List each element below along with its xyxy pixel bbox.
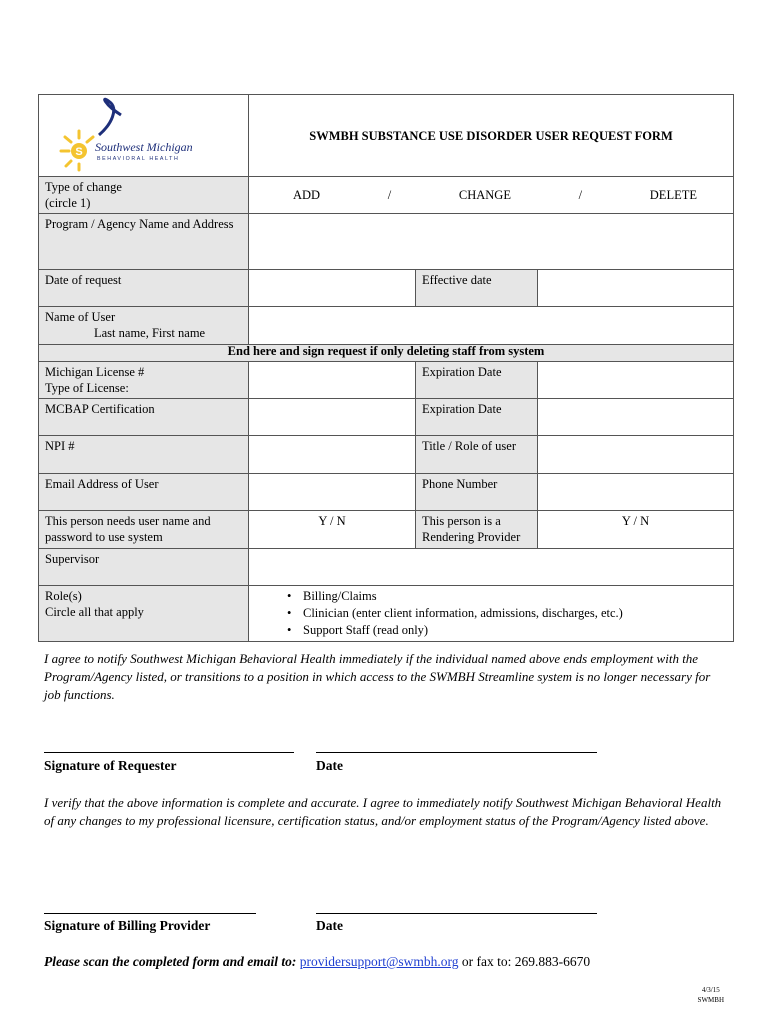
npi-label: NPI # [39,436,249,474]
role-support-staff[interactable]: • Support Staff (read only) [287,622,727,639]
billing-date-label: Date [316,918,343,933]
option-change[interactable]: CHANGE [458,188,511,202]
footer-instruction: Please scan the completed form and email to: [44,954,297,969]
logo-subtitle: BEHAVIORAL HEALTH [97,156,180,162]
title-role-label: Title / Role of user [416,436,538,474]
expiration-date-field[interactable] [538,362,734,399]
email-field[interactable] [249,474,416,511]
billing-signature-line[interactable] [44,913,256,914]
license-type-label: Type of License: [45,381,129,395]
name-of-user-field[interactable] [249,307,734,345]
mcbap-expiration-field[interactable] [538,399,734,436]
role-billing-claims[interactable]: • Billing/Claims [287,588,727,605]
billing-date-line[interactable] [316,913,597,914]
supervisor-label: Supervisor [39,549,249,586]
npi-field[interactable] [249,436,416,474]
swmbh-logo [39,95,248,172]
type-of-change-label: Type of change [45,180,122,194]
delete-note: End here and sign request if only deleting staff from system [39,345,734,362]
billing-signature-label: Signature of Billing Provider [44,918,211,933]
version-org: SWMBH [697,996,724,1004]
phone-label: Phone Number [416,474,538,511]
phone-field[interactable] [538,474,734,511]
roles-options [249,586,734,642]
supervisor-field[interactable] [249,549,734,586]
requester-date-line[interactable] [316,752,597,753]
license-field[interactable] [249,362,416,399]
option-add[interactable]: ADD [293,188,321,202]
mcbap-field[interactable] [249,399,416,436]
agreement-text: I agree to notify Southwest Michigan Behavioral Health immediately if the individual named above ends employment with the Program/Agency listed, or transitions to a position in which access to the SWMBH Streamline system is no longer necessary for job functions. [44,651,711,702]
title-role-field[interactable] [538,436,734,474]
version-date: 4/3/15 [701,986,720,994]
requester-date-label: Date [316,758,343,773]
verify-text: I verify that the above information is complete and accurate. I agree to immediately notify Southwest Michigan Behavioral Health of any changes to my professional licensure, certification status, and/or employment status of the Program/Agency listed above. [44,795,722,828]
logo-letter: S [75,146,83,158]
expiration-date-label: Expiration Date [416,362,538,399]
version-stamp [698,985,724,1005]
logo-name: Southwest Michigan [95,140,193,154]
rendering-provider-label: This person is a Rendering Provider [416,511,538,549]
name-of-user-label: Name of User [45,310,116,324]
option-separator: / [387,188,392,202]
date-of-request-label: Date of request [39,270,249,307]
type-of-change-options [249,177,734,214]
needs-login-label: This person needs user name and password to use system [39,511,249,549]
form-title: SWMBH SUBSTANCE USE DISORDER USER REQUEST FORM [249,95,734,177]
effective-date-label: Effective date [416,270,538,307]
logo-cell [39,95,249,177]
roles-hint: Circle all that apply [45,605,144,619]
date-of-request-field[interactable] [249,270,416,307]
rendering-provider-yn[interactable]: Y / N [538,511,734,549]
name-of-user-hint: Last name, First name [94,326,206,340]
requester-signature-label: Signature of Requester [44,758,177,773]
mcbap-label: MCBAP Certification [39,399,249,436]
fax-number: or fax to: 269.883-6670 [461,954,591,969]
footer-instructions [44,954,590,970]
provider-support-email-link[interactable]: providersupport@swmbh.org [299,954,459,969]
request-form-table [38,94,734,642]
email-label: Email Address of User [39,474,249,511]
needs-login-yn[interactable]: Y / N [249,511,416,549]
mcbap-expiration-label: Expiration Date [416,399,538,436]
roles-label: Role(s) [45,589,82,603]
type-of-change-hint: (circle 1) [45,196,91,210]
program-field[interactable] [249,214,734,270]
license-label: Michigan License # [45,365,145,379]
effective-date-field[interactable] [538,270,734,307]
option-separator: / [578,188,583,202]
option-delete[interactable]: DELETE [649,188,697,202]
requester-signature-line[interactable] [44,752,294,753]
role-clinician[interactable]: • Clinician (enter client information, admissions, discharges, etc.) [287,605,727,622]
program-label: Program / Agency Name and Address [39,214,249,270]
